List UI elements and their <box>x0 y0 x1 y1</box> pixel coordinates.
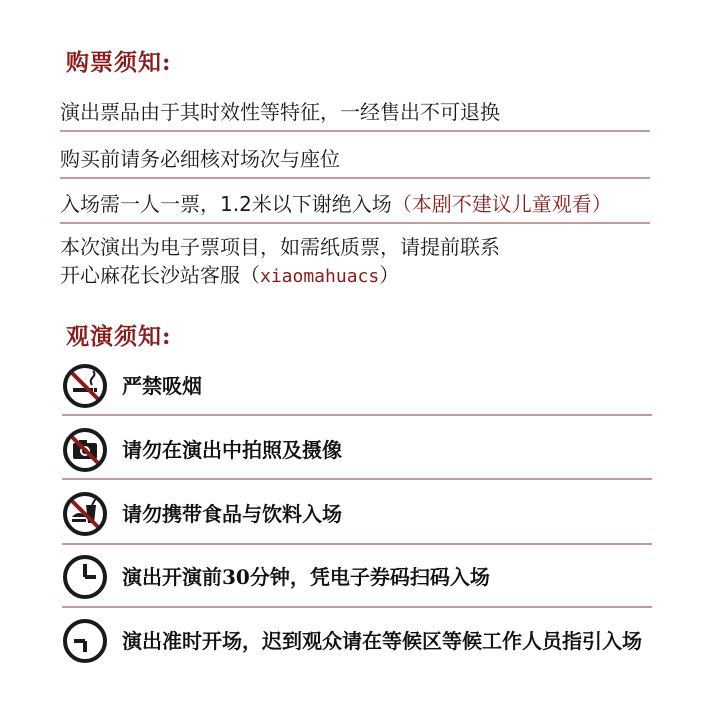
divider <box>62 606 652 608</box>
clock-icon <box>62 618 108 664</box>
viewing-item-no-camera <box>62 421 654 481</box>
viewing-item-no-food <box>62 485 654 545</box>
no-smoking-icon <box>62 363 108 409</box>
viewing-item-label: 请勿携带食品与饮料入场 <box>122 502 342 526</box>
no-camera-icon <box>62 427 108 473</box>
customer-service-id: xiaomahuacs <box>260 266 380 287</box>
viewing-item-on-time <box>62 612 654 672</box>
contact-text: 开心麻花长沙站客服（ <box>60 263 260 287</box>
notice-line-contact <box>60 262 650 290</box>
notice-line-check-seat: 购买前请务必细核对场次与座位 <box>60 147 340 171</box>
divider <box>62 478 652 480</box>
divider <box>60 177 650 179</box>
no-food-drink-icon <box>62 491 108 537</box>
viewing-item-label: 演出开演前30分钟，凭电子券码扫码入场 <box>122 565 490 589</box>
viewing-notice-title: 观演须知: <box>66 323 172 350</box>
viewing-item-label: 严禁吸烟 <box>122 374 202 398</box>
divider <box>62 543 652 545</box>
entry-rule-text: 入场需一人一票，1.2米以下谢绝入场 <box>60 192 392 216</box>
viewing-item-label: 请勿在演出中拍照及摄像 <box>122 438 342 462</box>
divider <box>62 414 652 416</box>
viewing-item-entry-time <box>62 548 654 608</box>
notice-line-eticket: 本次演出为电子票项目，如需纸质票，请提前联系 <box>60 235 500 259</box>
divider <box>60 222 650 224</box>
notice-line-entry <box>60 191 650 217</box>
contact-close-paren: ） <box>379 263 400 287</box>
viewing-item-label: 演出准时开场，迟到观众请在等候区等候工作人员指引入场 <box>122 629 642 653</box>
notice-line-refund: 演出票品由于其时效性等特征，一经售出不可退换 <box>60 100 500 124</box>
children-warning-text: （本剧不建议儿童观看） <box>391 192 612 216</box>
purchase-notice-title: 购票须知: <box>66 49 172 76</box>
divider <box>60 130 650 132</box>
clock-icon <box>62 554 108 600</box>
viewing-item-no-smoking <box>62 357 654 417</box>
